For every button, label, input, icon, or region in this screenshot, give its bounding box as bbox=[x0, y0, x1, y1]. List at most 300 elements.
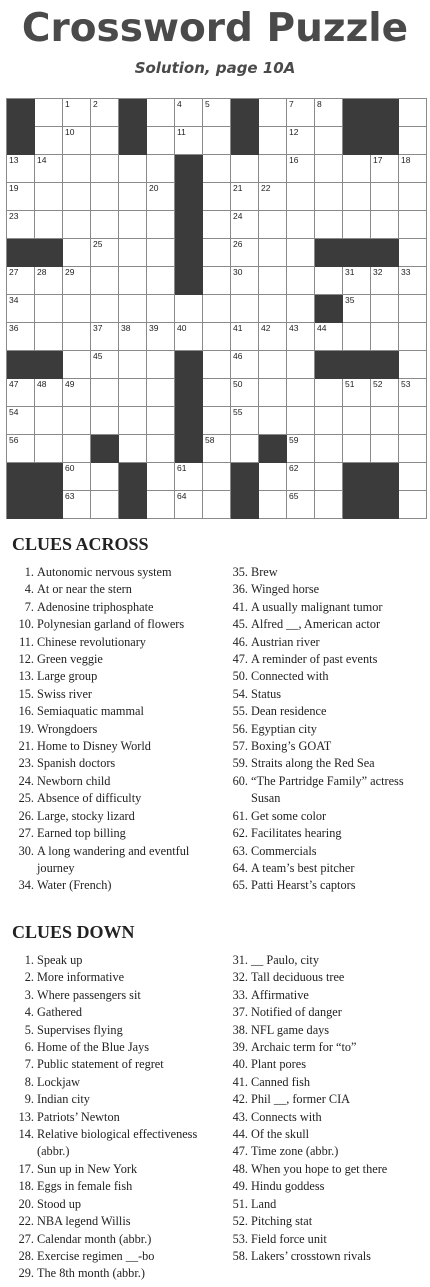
grid-cell[interactable] bbox=[399, 323, 427, 351]
grid-cell[interactable] bbox=[35, 295, 63, 323]
clue-item bbox=[12, 1196, 217, 1213]
cell-number: 58 bbox=[205, 435, 215, 445]
grid-cell[interactable] bbox=[259, 155, 287, 183]
grid-cell-black bbox=[175, 351, 203, 379]
clue-text: Wrongdoers bbox=[37, 721, 98, 736]
grid-cell[interactable] bbox=[91, 183, 119, 211]
grid-cell[interactable] bbox=[203, 99, 231, 127]
grid-cell[interactable] bbox=[63, 491, 91, 519]
clue-number: 21 . bbox=[12, 738, 34, 755]
cell-number: 54 bbox=[9, 407, 19, 417]
clue-number: 13 . bbox=[12, 668, 34, 685]
grid-cell[interactable] bbox=[119, 155, 147, 183]
grid-cell[interactable] bbox=[399, 155, 427, 183]
grid-cell[interactable] bbox=[203, 435, 231, 463]
clue-number: 62 . bbox=[226, 825, 248, 842]
grid-cell[interactable] bbox=[231, 351, 259, 379]
grid-cell[interactable] bbox=[371, 267, 399, 295]
grid-cell[interactable] bbox=[147, 295, 175, 323]
clue-number: 25 . bbox=[12, 790, 34, 807]
grid-cell[interactable] bbox=[7, 323, 35, 351]
cell-number: 30 bbox=[233, 267, 243, 277]
grid-cell[interactable] bbox=[315, 491, 343, 519]
clue-text: Get some color bbox=[251, 808, 327, 823]
clue-text: Hindu goddess bbox=[251, 1179, 325, 1194]
clue-text: “The Partridge Family” actress Susan bbox=[251, 773, 404, 806]
clue-text: Plant pores bbox=[251, 1057, 306, 1072]
grid-cell[interactable] bbox=[287, 267, 315, 295]
clue-number: 7 . bbox=[12, 599, 34, 616]
grid-cell[interactable] bbox=[259, 407, 287, 435]
grid-cell[interactable] bbox=[343, 211, 371, 239]
grid-cell[interactable] bbox=[231, 267, 259, 295]
grid-cell[interactable] bbox=[119, 435, 147, 463]
grid-cell[interactable] bbox=[259, 491, 287, 519]
grid-cell[interactable] bbox=[63, 351, 91, 379]
grid-cell[interactable] bbox=[399, 379, 427, 407]
grid-cell[interactable] bbox=[63, 239, 91, 267]
clue-number: 47 . bbox=[226, 651, 248, 668]
grid-cell[interactable] bbox=[259, 239, 287, 267]
grid-cell[interactable] bbox=[287, 463, 315, 491]
clue-item bbox=[226, 843, 426, 860]
clue-item bbox=[12, 969, 217, 986]
clue-item bbox=[12, 790, 224, 807]
clue-number: 30 . bbox=[12, 843, 34, 860]
cell-number: 59 bbox=[289, 435, 299, 445]
grid-cell[interactable] bbox=[231, 435, 259, 463]
grid-cell[interactable] bbox=[91, 267, 119, 295]
grid-cell-black bbox=[7, 351, 35, 379]
cell-number: 40 bbox=[177, 323, 187, 333]
grid-cell[interactable] bbox=[91, 491, 119, 519]
grid-cell[interactable] bbox=[343, 435, 371, 463]
grid-cell[interactable] bbox=[203, 463, 231, 491]
clue-text: Water (French) bbox=[37, 878, 112, 893]
grid-cell-black bbox=[315, 351, 343, 379]
grid-cell[interactable] bbox=[63, 127, 91, 155]
cell-number: 65 bbox=[289, 491, 299, 501]
grid-cell-black bbox=[231, 127, 259, 155]
grid-cell[interactable] bbox=[259, 183, 287, 211]
clue-number: 19 . bbox=[12, 721, 34, 738]
grid-cell[interactable] bbox=[399, 463, 427, 491]
grid-cell[interactable] bbox=[35, 183, 63, 211]
grid-cell[interactable] bbox=[315, 127, 343, 155]
grid-cell[interactable] bbox=[287, 127, 315, 155]
grid-cell[interactable] bbox=[147, 351, 175, 379]
grid-cell[interactable] bbox=[231, 379, 259, 407]
grid-cell[interactable] bbox=[91, 295, 119, 323]
grid-cell[interactable] bbox=[399, 295, 427, 323]
cell-number: 50 bbox=[233, 379, 243, 389]
clue-text: Where passengers sit bbox=[37, 987, 141, 1002]
clue-number: 36 . bbox=[226, 581, 248, 598]
grid-cell[interactable] bbox=[343, 267, 371, 295]
grid-cell[interactable] bbox=[371, 407, 399, 435]
grid-cell[interactable] bbox=[399, 99, 427, 127]
grid-cell[interactable] bbox=[203, 211, 231, 239]
clue-text: Lockjaw bbox=[37, 1074, 81, 1089]
clue-number: 33 . bbox=[226, 987, 248, 1004]
grid-cell[interactable] bbox=[371, 211, 399, 239]
grid-cell[interactable] bbox=[91, 211, 119, 239]
clue-item bbox=[12, 651, 224, 668]
grid-cell[interactable] bbox=[203, 239, 231, 267]
clue-item bbox=[12, 825, 224, 842]
grid-cell[interactable] bbox=[203, 323, 231, 351]
cell-number: 13 bbox=[9, 155, 19, 165]
grid-cell[interactable] bbox=[35, 267, 63, 295]
grid-cell[interactable] bbox=[399, 407, 427, 435]
grid-cell[interactable] bbox=[399, 211, 427, 239]
grid-cell[interactable] bbox=[35, 407, 63, 435]
grid-cell[interactable] bbox=[287, 435, 315, 463]
grid-cell[interactable] bbox=[259, 295, 287, 323]
grid-cell[interactable] bbox=[63, 323, 91, 351]
clue-text: Indian city bbox=[37, 1092, 90, 1107]
grid-cell[interactable] bbox=[7, 183, 35, 211]
grid-cell[interactable] bbox=[231, 211, 259, 239]
grid-cell[interactable] bbox=[7, 407, 35, 435]
grid-cell[interactable] bbox=[175, 323, 203, 351]
clue-item bbox=[226, 1178, 426, 1195]
grid-cell[interactable] bbox=[119, 351, 147, 379]
grid-cell[interactable] bbox=[7, 435, 35, 463]
grid-cell[interactable] bbox=[203, 351, 231, 379]
grid-cell[interactable] bbox=[399, 435, 427, 463]
grid-cell[interactable] bbox=[203, 183, 231, 211]
clue-item bbox=[12, 952, 217, 969]
grid-cell[interactable] bbox=[147, 463, 175, 491]
clue-item bbox=[12, 987, 217, 1004]
clue-item bbox=[12, 808, 224, 825]
grid-cell[interactable] bbox=[175, 463, 203, 491]
grid-cell[interactable] bbox=[119, 267, 147, 295]
cell-number: 22 bbox=[261, 183, 271, 193]
grid-cell[interactable] bbox=[203, 155, 231, 183]
grid-cell[interactable] bbox=[231, 239, 259, 267]
grid-cell[interactable] bbox=[399, 351, 427, 379]
grid-cell[interactable] bbox=[119, 239, 147, 267]
cell-number: 35 bbox=[345, 295, 355, 305]
grid-cell[interactable] bbox=[231, 295, 259, 323]
grid-cell[interactable] bbox=[35, 99, 63, 127]
grid-cell[interactable] bbox=[147, 407, 175, 435]
grid-cell[interactable] bbox=[287, 239, 315, 267]
clue-item bbox=[226, 1109, 426, 1126]
grid-cell[interactable] bbox=[203, 379, 231, 407]
clue-number: 50 . bbox=[226, 668, 248, 685]
clue-number: 45 . bbox=[226, 616, 248, 633]
grid-cell[interactable] bbox=[63, 463, 91, 491]
clue-item bbox=[226, 952, 426, 969]
clue-number: 24 . bbox=[12, 773, 34, 790]
clue-item bbox=[226, 755, 426, 772]
grid-cell-black bbox=[343, 239, 371, 267]
clue-text: Straits along the Red Sea bbox=[251, 756, 375, 771]
grid-cell[interactable] bbox=[147, 435, 175, 463]
down-clues-left bbox=[12, 952, 217, 1283]
grid-cell[interactable] bbox=[147, 267, 175, 295]
grid-cell[interactable] bbox=[231, 407, 259, 435]
grid-cell[interactable] bbox=[287, 295, 315, 323]
clue-number: 7 . bbox=[12, 1056, 34, 1073]
grid-cell[interactable] bbox=[287, 155, 315, 183]
grid-cell[interactable] bbox=[259, 379, 287, 407]
grid-cell[interactable] bbox=[287, 407, 315, 435]
clue-number: 4 . bbox=[12, 581, 34, 598]
cell-number: 19 bbox=[9, 183, 19, 193]
clue-number: 38 . bbox=[226, 1022, 248, 1039]
grid-cell[interactable] bbox=[7, 379, 35, 407]
grid-cell[interactable] bbox=[315, 155, 343, 183]
grid-cell[interactable] bbox=[343, 407, 371, 435]
clue-text: Phil __, former CIA bbox=[251, 1092, 351, 1107]
grid-cell[interactable] bbox=[315, 463, 343, 491]
clue-number: 31 . bbox=[226, 952, 248, 969]
grid-cell[interactable] bbox=[287, 99, 315, 127]
grid-cell[interactable] bbox=[63, 211, 91, 239]
cell-number: 32 bbox=[373, 267, 383, 277]
cell-number: 36 bbox=[9, 323, 19, 333]
grid-cell[interactable] bbox=[231, 323, 259, 351]
grid-cell[interactable] bbox=[175, 127, 203, 155]
grid-cell-black bbox=[175, 239, 203, 267]
grid-cell[interactable] bbox=[203, 127, 231, 155]
grid-cell[interactable] bbox=[175, 99, 203, 127]
clue-text: Boxing’s GOAT bbox=[251, 739, 332, 754]
clue-item bbox=[226, 1231, 426, 1248]
cell-number: 12 bbox=[289, 127, 299, 137]
grid-cell-black bbox=[371, 463, 399, 491]
grid-cell[interactable] bbox=[147, 99, 175, 127]
grid-cell[interactable] bbox=[35, 127, 63, 155]
clue-text: Polynesian garland of flowers bbox=[37, 617, 185, 632]
grid-cell[interactable] bbox=[147, 323, 175, 351]
grid-cell[interactable] bbox=[7, 267, 35, 295]
grid-cell[interactable] bbox=[63, 183, 91, 211]
clue-item bbox=[12, 668, 224, 685]
grid-cell[interactable] bbox=[287, 491, 315, 519]
grid-cell[interactable] bbox=[91, 127, 119, 155]
grid-cell[interactable] bbox=[91, 351, 119, 379]
grid-cell[interactable] bbox=[175, 491, 203, 519]
grid-cell[interactable] bbox=[91, 99, 119, 127]
across-clues-left bbox=[12, 564, 224, 895]
grid-cell[interactable] bbox=[203, 267, 231, 295]
grid-cell[interactable] bbox=[259, 323, 287, 351]
grid-cell-black bbox=[371, 127, 399, 155]
grid-cell[interactable] bbox=[231, 155, 259, 183]
grid-cell-black bbox=[7, 491, 35, 519]
grid-cell[interactable] bbox=[35, 323, 63, 351]
cell-number: 48 bbox=[37, 379, 47, 389]
grid-cell[interactable] bbox=[315, 183, 343, 211]
grid-cell[interactable] bbox=[315, 379, 343, 407]
grid-cell[interactable] bbox=[63, 295, 91, 323]
grid-cell[interactable] bbox=[259, 267, 287, 295]
grid-cell[interactable] bbox=[315, 99, 343, 127]
grid-cell[interactable] bbox=[287, 323, 315, 351]
grid-cell[interactable] bbox=[35, 435, 63, 463]
grid-cell-black bbox=[231, 463, 259, 491]
cell-number: 18 bbox=[401, 155, 411, 165]
grid-cell[interactable] bbox=[399, 239, 427, 267]
grid-cell[interactable] bbox=[259, 351, 287, 379]
grid-cell[interactable] bbox=[91, 239, 119, 267]
across-clues-right bbox=[226, 564, 426, 895]
grid-cell[interactable] bbox=[259, 211, 287, 239]
clue-text: Earned top billing bbox=[37, 826, 126, 841]
grid-cell[interactable] bbox=[371, 435, 399, 463]
cell-number: 25 bbox=[93, 239, 103, 249]
grid-cell[interactable] bbox=[175, 295, 203, 323]
grid-cell[interactable] bbox=[63, 435, 91, 463]
grid-cell[interactable] bbox=[315, 323, 343, 351]
grid-cell[interactable] bbox=[35, 211, 63, 239]
cell-number: 21 bbox=[233, 183, 243, 193]
grid-cell[interactable] bbox=[259, 127, 287, 155]
grid-cell[interactable] bbox=[63, 99, 91, 127]
grid-cell[interactable] bbox=[147, 127, 175, 155]
grid-cell-black bbox=[7, 463, 35, 491]
grid-cell[interactable] bbox=[315, 267, 343, 295]
grid-cell[interactable] bbox=[399, 183, 427, 211]
cell-number: 1 bbox=[65, 99, 70, 109]
clue-item bbox=[12, 1022, 217, 1039]
clue-item bbox=[226, 1248, 426, 1265]
grid-cell[interactable] bbox=[119, 183, 147, 211]
clue-text: At or near the stern bbox=[37, 582, 132, 597]
grid-cell[interactable] bbox=[399, 267, 427, 295]
grid-cell[interactable] bbox=[343, 183, 371, 211]
grid-cell[interactable] bbox=[259, 99, 287, 127]
clue-item bbox=[226, 634, 426, 651]
clue-text: Commercials bbox=[251, 843, 317, 858]
grid-cell[interactable] bbox=[287, 183, 315, 211]
grid-cell[interactable] bbox=[371, 295, 399, 323]
clue-text: NFL game days bbox=[251, 1022, 330, 1037]
grid-cell[interactable] bbox=[287, 379, 315, 407]
clue-text: Adenosine triphosphate bbox=[37, 599, 154, 614]
grid-cell[interactable] bbox=[35, 379, 63, 407]
grid-cell[interactable] bbox=[259, 463, 287, 491]
grid-cell[interactable] bbox=[7, 211, 35, 239]
grid-cell[interactable] bbox=[147, 239, 175, 267]
grid-cell-black bbox=[91, 435, 119, 463]
grid-cell[interactable] bbox=[91, 379, 119, 407]
grid-cell-black bbox=[119, 491, 147, 519]
clue-text: Brew bbox=[251, 565, 278, 579]
cell-number: 39 bbox=[149, 323, 159, 333]
clue-text: When you hope to get there bbox=[251, 1161, 388, 1176]
clue-text: Archaic term for “to” bbox=[251, 1040, 357, 1055]
grid-cell-black bbox=[7, 239, 35, 267]
grid-cell[interactable] bbox=[7, 295, 35, 323]
grid-cell[interactable] bbox=[147, 183, 175, 211]
grid-cell[interactable] bbox=[371, 155, 399, 183]
grid-cell[interactable] bbox=[343, 155, 371, 183]
grid-cell[interactable] bbox=[147, 211, 175, 239]
grid-cell[interactable] bbox=[231, 183, 259, 211]
grid-cell[interactable] bbox=[147, 379, 175, 407]
cell-number: 2 bbox=[93, 99, 98, 109]
grid-cell-black bbox=[175, 379, 203, 407]
grid-cell[interactable] bbox=[399, 491, 427, 519]
clue-text: Eggs in female fish bbox=[37, 1179, 133, 1194]
grid-cell-black bbox=[35, 351, 63, 379]
down-clues-right bbox=[226, 952, 426, 1265]
grid-cell[interactable] bbox=[91, 323, 119, 351]
grid-cell[interactable] bbox=[147, 491, 175, 519]
grid-cell[interactable] bbox=[63, 267, 91, 295]
grid-cell[interactable] bbox=[371, 379, 399, 407]
grid-cell[interactable] bbox=[343, 295, 371, 323]
clue-text: Home to Disney World bbox=[37, 739, 151, 754]
clue-text: Affirmative bbox=[251, 987, 309, 1002]
grid-cell[interactable] bbox=[371, 323, 399, 351]
grid-cell[interactable] bbox=[119, 295, 147, 323]
cell-number: 34 bbox=[9, 295, 19, 305]
grid-cell[interactable] bbox=[343, 323, 371, 351]
clue-text: Austrian river bbox=[251, 634, 320, 649]
grid-cell[interactable] bbox=[315, 435, 343, 463]
grid-cell[interactable] bbox=[315, 211, 343, 239]
grid-cell[interactable] bbox=[343, 379, 371, 407]
grid-cell[interactable] bbox=[399, 127, 427, 155]
grid-cell[interactable] bbox=[35, 155, 63, 183]
clue-item bbox=[12, 1231, 217, 1248]
clue-text: Lakers’ crosstown rivals bbox=[251, 1248, 371, 1263]
grid-cell[interactable] bbox=[315, 407, 343, 435]
grid-cell[interactable] bbox=[119, 211, 147, 239]
page-subtitle: Solution, page 10A bbox=[134, 59, 296, 77]
clue-item bbox=[226, 808, 426, 825]
grid-cell[interactable] bbox=[147, 155, 175, 183]
clue-text: Connected with bbox=[251, 669, 329, 684]
grid-cell[interactable] bbox=[119, 323, 147, 351]
grid-cell[interactable] bbox=[119, 407, 147, 435]
grid-cell[interactable] bbox=[371, 183, 399, 211]
grid-cell-black bbox=[343, 491, 371, 519]
grid-cell[interactable] bbox=[287, 351, 315, 379]
cell-number: 43 bbox=[289, 323, 299, 333]
clue-item bbox=[226, 773, 426, 808]
clue-item bbox=[226, 877, 426, 894]
grid-cell[interactable] bbox=[203, 295, 231, 323]
grid-cell[interactable] bbox=[91, 155, 119, 183]
grid-cell-black bbox=[7, 127, 35, 155]
grid-cell[interactable] bbox=[203, 491, 231, 519]
clue-item bbox=[226, 616, 426, 633]
grid-cell[interactable] bbox=[119, 379, 147, 407]
grid-cell[interactable] bbox=[91, 463, 119, 491]
grid-cell-black bbox=[343, 351, 371, 379]
clue-text: Stood up bbox=[37, 1196, 82, 1211]
clue-text: Autonomic nervous system bbox=[37, 565, 172, 579]
grid-cell[interactable] bbox=[63, 379, 91, 407]
grid-cell[interactable] bbox=[203, 407, 231, 435]
grid-cell[interactable] bbox=[63, 155, 91, 183]
clue-number: 8 . bbox=[12, 1074, 34, 1091]
grid-cell[interactable] bbox=[63, 407, 91, 435]
grid-cell[interactable] bbox=[287, 211, 315, 239]
grid-cell[interactable] bbox=[91, 407, 119, 435]
clue-item bbox=[12, 1039, 217, 1056]
grid-cell[interactable] bbox=[7, 155, 35, 183]
grid-cell-black bbox=[371, 491, 399, 519]
